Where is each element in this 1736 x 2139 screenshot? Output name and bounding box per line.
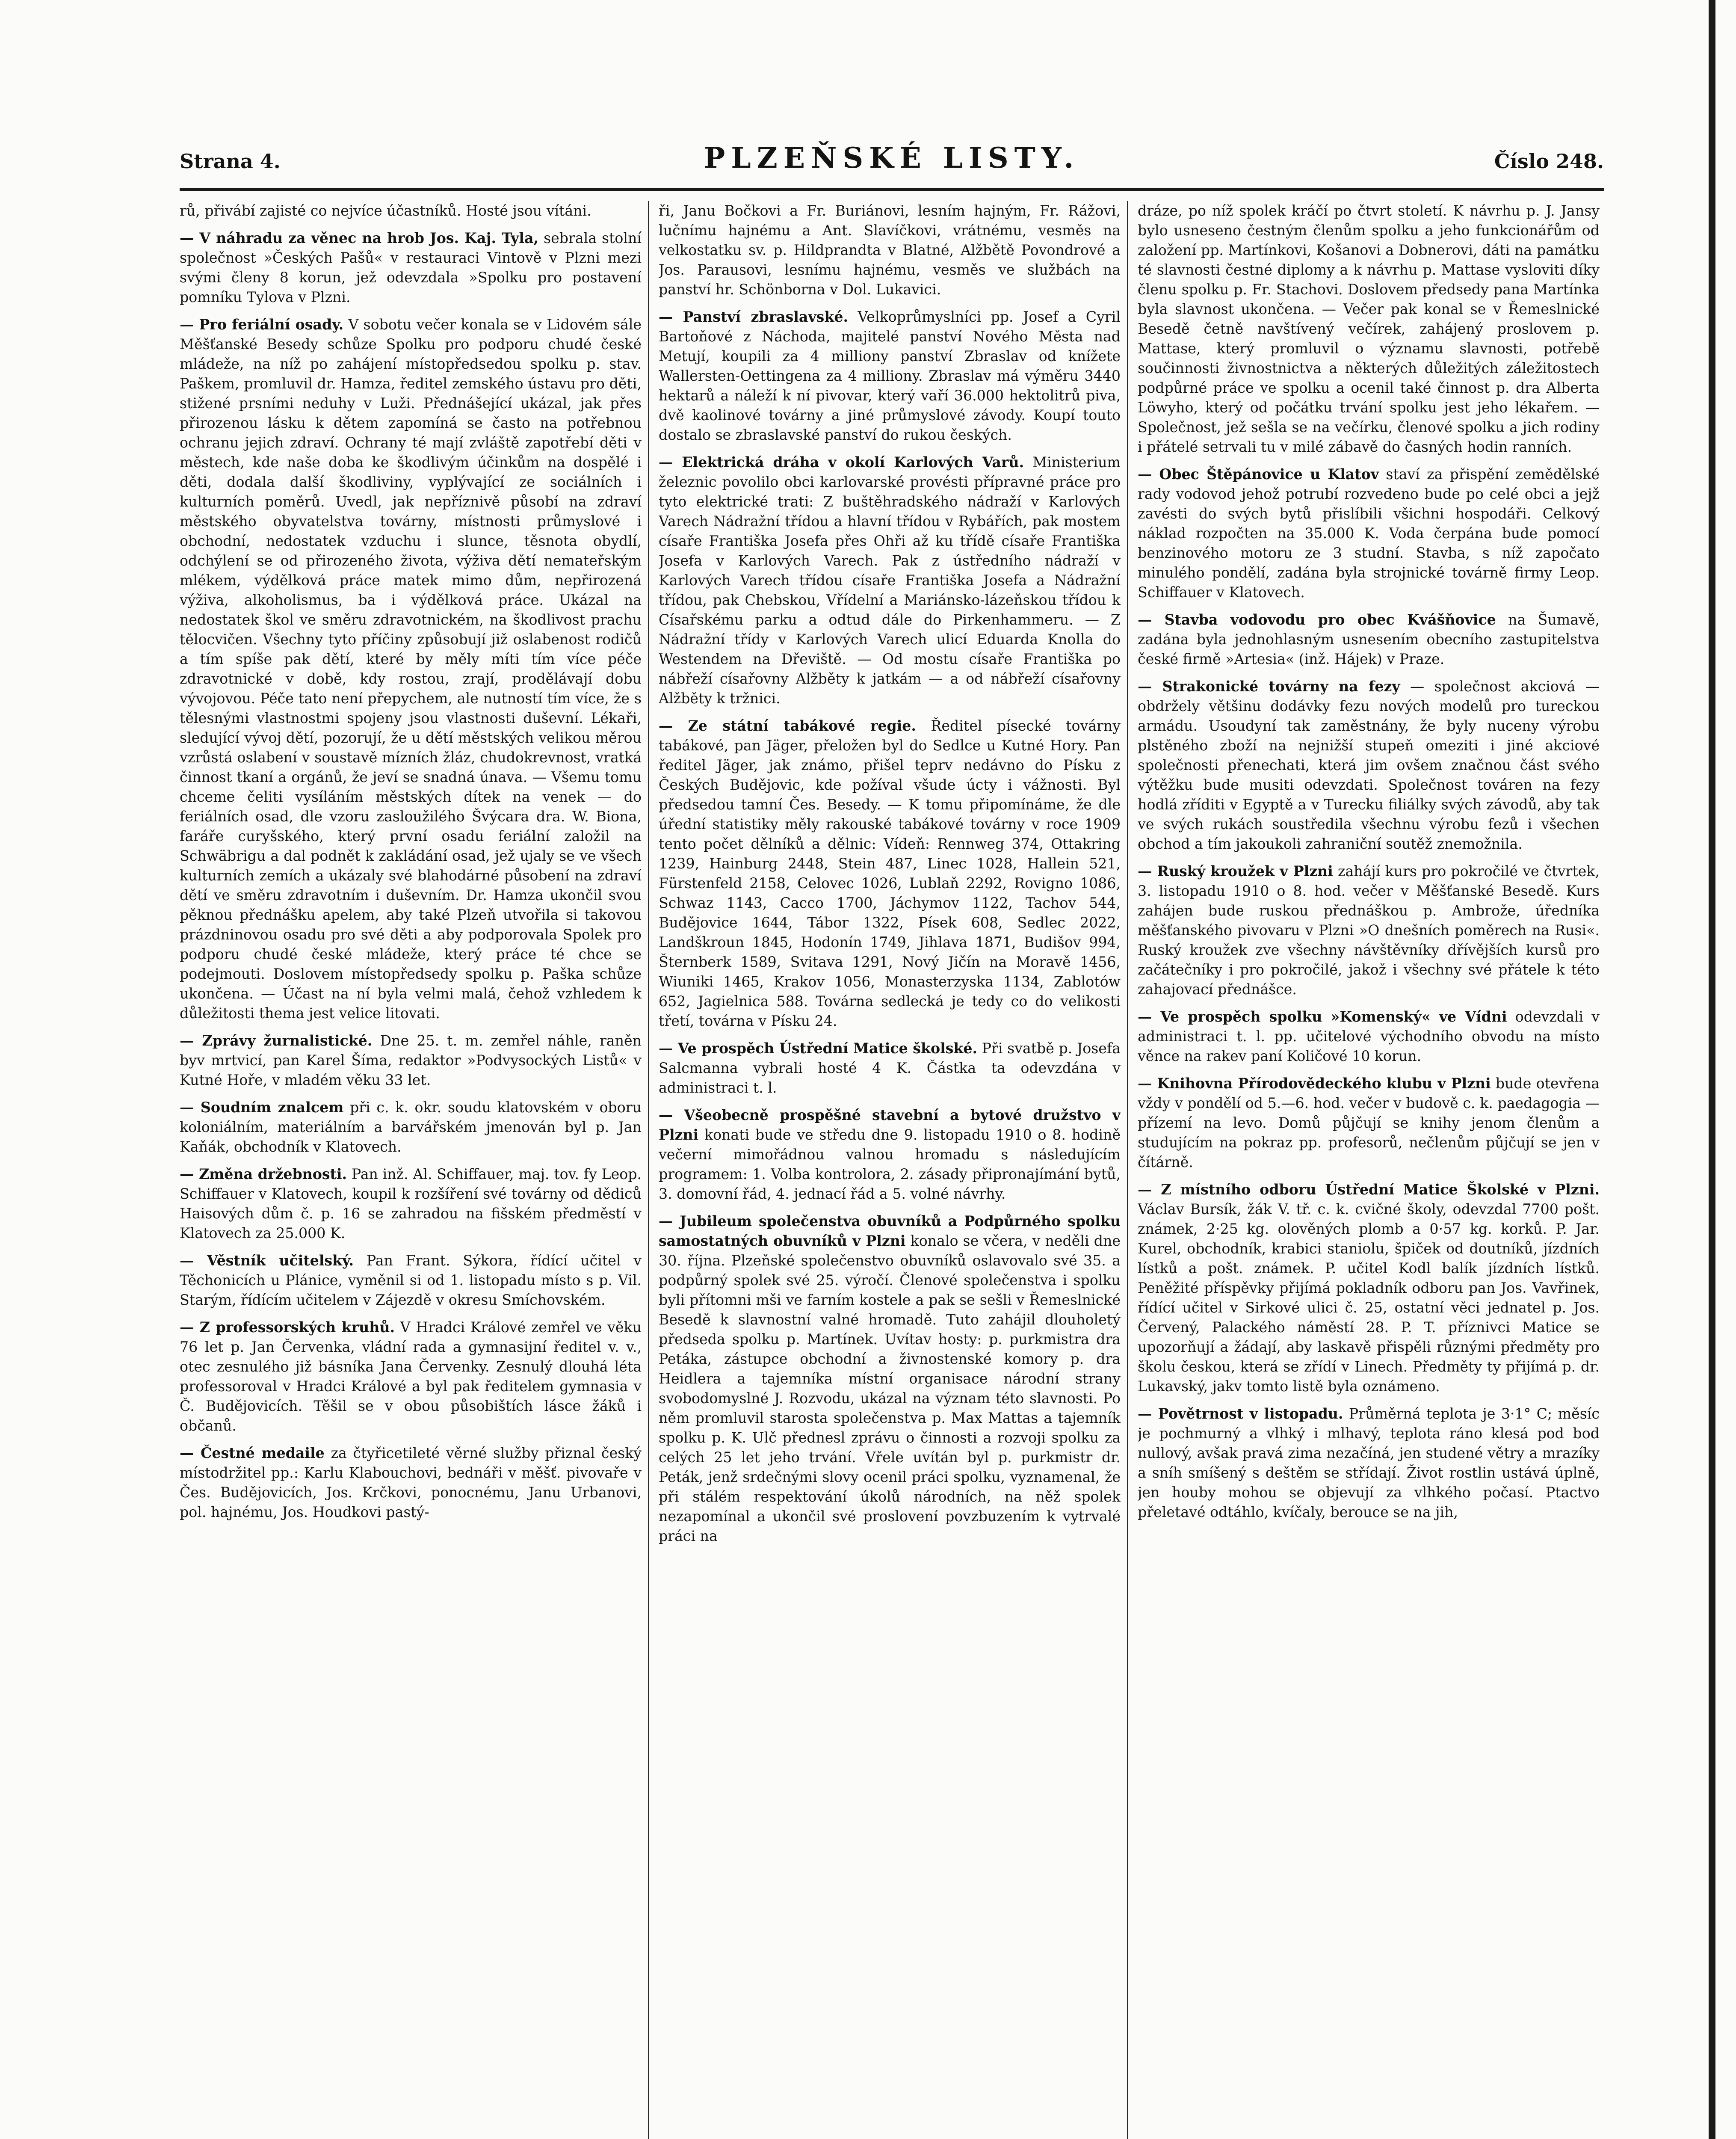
article-paragraph <box>1138 610 1600 669</box>
article-heading: — V náhradu za věnec na hrob Jos. Kaj. Tyla, <box>180 230 539 246</box>
article-text: Ministerium železnic povolilo obci karlovarské provésti přípravné práce pro tyto elektrické trati: Z buštěhradského nádraží v Karlových Varech Nádražní třídou a hlavní třídou v Rybářích, pak mostem císaře Františka Josefa přes Ohři až ku třídě císaře Františka Josefa v Karlových Varech. Pak z ústředního nádraží v Karlových Varech třídou císaře Františka Josefa a Nádražní třídou, pak Chebskou, Vřídelní a Mariánsko-lázeňskou třídou k Císařskému parku a odtud dále do Pirkenhammeru. — Z Nádražní třídy v Karlových Varech ulicí Eduarda Knolla do Westendem na Dřeviště. — Od mostu císaře Františka po nábřeží císařovny Alžběty k jatkám — a od nábřeží císařovny Alžběty k tržnici. <box>659 454 1121 707</box>
article-paragraph <box>659 453 1121 708</box>
article-heading: — Knihovna Přírodovědeckého klubu v Plzni <box>1138 1075 1491 1092</box>
article-paragraph <box>1138 862 1600 999</box>
article-paragraph <box>1138 1074 1600 1172</box>
article-heading: — Ve prospěch spolku »Komenský« ve Vídni <box>1138 1008 1507 1025</box>
column-2 <box>659 201 1121 2139</box>
article-text: ři, Janu Bočkovi a Fr. Buriánovi, lesním hajným, Fr. Rážovi, lučnímu hajnému a Ant. Slavíčkovi, vrátnému, vesměs na velkostatku sv. p. Hildprandta v Blatné, Alžbětě Povondrové a Jos. Parausovi, lesnímu hajnému, vesměs ve službách na panství hr. Schönborna v Dol. Lukavici. <box>659 202 1121 298</box>
article-text: Ředitel písecké továrny tabákové, pan Jäger, přeložen byl do Sedlce u Kutné Hory. Pan ředitel Jäger, jak známo, přišel teprv nedávno do Písku z Českých Budějovic, kde požíval všude úcty i vážnosti. Byl předsedou tamní Čes. Besedy. — K tomu připomínáme, že dle úřední statistiky měly rakouské tabákové továrny v roce 1909 tento počet dělníků a dělnic: Vídeň: Rennweg 374, Ottakring 1239, Hainburg 2448, Stein 487, Linec 1028, Hallein 521, Fürstenfeld 2158, Celovec 1026, Lublaň 2292, Rovigno 1086, Schwaz 1143, Cacco 1700, Jáchymov 1122, Tachov 544, Budějovice 1644, Tábor 1322, Písek 608, Sedlec 2022, Landškroun 1845, Hodonín 1749, Jihlava 1871, Budišov 994, Šternberk 1589, Svitava 1291, Nový Jičín na Moravě 1456, Wiuniki 1465, Krakov 1056, Monasterzyska 1134, Zablotów 652, Jagielnica 588. Továrna sedlecká je tedy co do velikosti třetí, továrna v Písku 24. <box>659 717 1121 1029</box>
column-divider <box>648 201 649 2139</box>
article-heading: — Ruský kroužek v Plzni <box>1138 863 1333 880</box>
issue-number: Číslo 248. <box>1494 150 1604 173</box>
article-heading: — Povětrnost v listopadu. <box>1138 1405 1343 1422</box>
article-paragraph <box>180 1031 642 1090</box>
article-text: staví za přispění zemědělské rady vodovod jehož potrubí rozvedeno bude po celé obci a jejž zavésti do svých bytů přislíbili všichni hospodáři. Celkový náklad rozpočten na 35.000 K. Voda čerpána bude pomocí benzinového motoru ze 3 studní. Stavba, s níž započato minulého pondělí, zadána byla strojnické továrně firmy Leop. Schiffauer v Klatovech. <box>1138 466 1600 601</box>
article-text: V sobotu večer konala se v Lidovém sále Měšťanské Besedy schůze Spolku pro podporu chudé české mládeže, na níž po zahájení místopředsedou spolku p. stav. Paškem, promluvil dr. Hamza, ředitel zemského ústavu pro děti, stižené prsními neduhy v Luži. Přednášející ukázal, jak přes přirozenou lásku k dětem zapomíná se často na potřebnou ochranu jejich zdraví. Ochrany té mají zvláště zapotřebí děti v městech, kde naše doba ke škodlivým účinkům na dospělé i děti, dodala další škodliviny, vyplývající ze sociálních i kulturních poměrů. Uvedl, jak nepříznivě působí na zdraví městského obyvatelstva továrny, místnosti průmyslové i obchodní, nedostatek vzduchu i slunce, těsnota obydlí, odchýlení se od přirozeného života, výživa dětí nemateřským mlékem, výdělková práce matek mimo dům, nepřirozená výživa, alkoholismus, ba i výdělková práce. Ukázal na nedostatek škol ve směru zdravotnickém, na škodlivost prachu tělocvičen. Všechny tyto příčiny způsobují již oslabenost rodičů a tím spíše pak dětí, které by měly míti tím více péče zdravotnické v době, kdy rostou, zrají, prodělávají dobu vývojovou. Péče tato není přepychem, ale nutností tím více, že s tělesnými vlastnostmi spojeny jsou vlastnosti duševní. Lékaři, sledující vývoj dětí, pozorují, že u dětí městských velikou měrou vzrůstá oslabení v soustavě mízních žláz, chudokrevnost, vratká činnost tkaní a orgánů, že jeví se snadná únava. — Všemu tomu chceme čeliti vysíláním městských dítek na venek — do feriálních osad, dle vzoru zasloužilého Švýcara dra. W. Biona, faráře curyšského, který první osadu feriální založil na Schwäbrigu a dal podnět k zakládání osad, jež ujaly se ve všech kulturních zemích a ukázaly své blahodárné působení na zdraví dětí ve směru zdravotním i duševním. Dr. Hamza ukončil svou pěknou přednášku apelem, aby také Plzeň utvořila si takovou prázdninovou osadu pro své děti a aby podporovala Spolek pro podporu chudé české mládeže, který práce té chce se podejmouti. Doslovem místopředsedy spolku p. Paška schůze ukončena. — Účast na ní byla velmi malá, čehož vzhledem k důležitosti thema jest velice litovati. <box>180 316 642 1022</box>
article-paragraph <box>659 1105 1121 1204</box>
article-paragraph <box>659 1039 1121 1098</box>
article-heading: — Z professorských kruhů. <box>180 1319 395 1336</box>
article-heading: — Pro feriální osady. <box>180 316 344 333</box>
article-heading: — Ze státní tabákové regie. <box>659 717 916 734</box>
article-heading: — Elektrická dráha v okolí Karlových Varů. <box>659 454 1024 471</box>
article-paragraph <box>1138 677 1600 854</box>
article-text: Velkoprůmyslníci pp. Josef a Cyril Bartoňové z Náchoda, majitelé panství Nového Města nad Metují, koupili za 4 milliony panství Zbraslav od knížete Wallersten-Oettingena za 4 milliony. Zbraslav má výměru 3440 hektarů a náleží k ní pivovar, který vaří 36.000 hektolitrů piva, dvě kaolinové továrny a jiné průmyslové závody. Koupí touto dostalo se zbraslavské panství do rukou českých. <box>659 308 1121 443</box>
article-paragraph <box>180 1098 642 1157</box>
article-text: Pan inž. Al. Schiffauer, maj. tov. fy Leop. Schiffauer v Klatovech, koupil k rozšíření své továrny od dědiců Haisových dům č. p. 16 se zahradou na fišském předměstí v Klatovech za 25.000 K. <box>180 1166 642 1241</box>
article-paragraph <box>1138 1007 1600 1066</box>
header-rule <box>180 188 1604 191</box>
article-paragraph <box>659 1212 1121 1546</box>
article-text: dráze, po níž spolek kráčí po čtvrt století. K návrhu p. J. Jansy bylo usneseno čestným členům spolku a jeho funkcionářům od založení pp. Martínkovi, Košanovi a Dobnerovi, dáti na památku té slavnosti čestné diplomy a k návrhu p. Mattase vysloviti díky členu spolku p. Fr. Stachovi. Doslovem předsedy pana Martínka byla slavnost ukončena. — Večer pak konal se v Řemeslnické Besedě četně navštívený večírek, zahájený proslovem p. Mattase, který promluvil o významu slavnosti, potřebě součinnosti živnostnictva a některých důležitých záležitostech podpůrné práce ve spolku a ocenil také činnost p. dra Alberta Löwyho, který od počátku trvání spolku jest jeho lékařem. — Společnost, jež sešla se na večírku, členové spolku a jich rodiny i přátelé setrvali tu v milé zábavě do časných hodin ranních. <box>1138 202 1600 455</box>
article-heading: — Panství zbraslavské. <box>659 308 849 325</box>
article-text: sebrala stolní společnost »Českých Pašů« v restauraci Vintově v Plzni mezi svými členy 8 korun, jež odevzdala »Spolku pro postavení pomníku Tylova v Plzni. <box>180 230 642 305</box>
article-paragraph <box>1138 465 1600 602</box>
article-text: — společnost akciová — obdržely většinu dodávky fezu nových modelů pro tureckou armádu. Usoudyní tak zaměstnány, že byly nuceny výrobu plstěného zboží na nejnižší stupeň omeziti i jiné akciové společnosti přenechati, která jim ovšem značnou část svého výtěžku bude musiti odevzdati. Společnost továren na fezy hodlá zříditi v Egyptě a v Turecku filiálky svých závodů, aby tak ve svých rukách soustředila všechnu výrobu fezů i všechen obchod a tím jakoukoli zahraniční soutěž znemožnila. <box>1138 678 1600 852</box>
article-text: V Hradci Králové zemřel ve věku 76 let p. Jan Červenka, vládní rada a gymnasijní ředitel v. v., otec zesnulého již básníka Jana Červenky. Zesnulý dlouhá léta professoroval v Hradci Králové a byl pak ředitelem gymnasia v Č. Budějovicích. Těšil se v obou působištích lásce žáků i občanů. <box>180 1319 642 1434</box>
article-heading: — Stavba vodovodu pro obec Kvášňovice <box>1138 611 1496 628</box>
masthead-title: PLZEŇSKÉ LISTY. <box>704 141 1080 175</box>
article-heading: — Změna držebnosti. <box>180 1166 347 1182</box>
article-paragraph <box>1138 1180 1600 1396</box>
article-text: bude otevřena vždy v pondělí od 5.—6. hod. večer v budově c. k. paedagogia — přízemí na levo. Domů půjčují se knihy jenom členům a studujícím na pokraz pp. profesorů, nečlenům půjčují se jen v čítárně. <box>1138 1075 1600 1170</box>
article-text: na Šumavě, zadána byla jednohlasným usnesením obecního zastupitelstva české firmě »Artesia« (inž. Hájek) v Praze. <box>1138 611 1600 667</box>
article-text: Pan Frant. Sýkora, řídící učitel v Těchonicích u Plánice, vyměnil si od 1. listopadu místo s p. Vil. Starým, řídícím učitelem v Zájezdě v okresu Smíchovském. <box>180 1252 642 1308</box>
article-paragraph <box>180 1318 642 1436</box>
article-paragraph <box>180 1251 642 1310</box>
page-header <box>180 141 1604 188</box>
article-paragraph <box>180 228 642 307</box>
article-heading: — Jubileum společenstva obuvníků a Podpůrného spolku samostatných obuvníků v Plzni <box>659 1213 1121 1249</box>
article-heading: — Zprávy žurnalistické. <box>180 1032 373 1049</box>
article-text: konati bude ve středu dne 9. listopadu 1910 o 8. hodině večerní mimořádnou valnou hromadu s následujícím programem: 1. Volba kontrolora, 2. zásady připronajímání bytů, 3. domovní řád, 4. jednací řád a 5. volné návrhy. <box>659 1126 1121 1202</box>
article-text: při c. k. okr. soudu klatovském v oboru koloniálním, materiálním a barvářském jmenován byl p. Jan Kaňák, obchodník v Klatovech. <box>180 1099 642 1155</box>
page-edge-bar <box>1709 0 1715 2139</box>
column-3 <box>1138 201 1600 2139</box>
article-paragraph <box>1138 201 1600 457</box>
article-heading: — Z místního odboru Ústřední Matice Školské v Plzni. <box>1138 1181 1600 1198</box>
article-text: Při svatbě p. Josefa Salcmanna vybrali hosté 4 K. Částka ta odevzdána v administraci t. l. <box>659 1040 1121 1096</box>
article-paragraph <box>180 1443 642 1522</box>
column-1 <box>180 201 642 2139</box>
article-text: Václav Bursík, žák V. tř. c. k. cvičné školy, odevzdal 7700 pošt. známek, 2·25 kg. olověných plomb a 0·57 kg. korků. P. Jar. Kurel, obchodník, krabici staniolu, špiček od doutníků, jízdních lístků a pošt. známek. P. učitel Kodl balík jízdních lístků. Peněžité příspěvky přijímá pokladník odboru pan Jos. Vavřinek, řídící učitel v Sirkové ulici č. 25, ostatní věci jednatel p. Jos. Červený, Palackého náměstí 28. P. T. příznivci Matice se upozorňují a žádají, aby laskavě přispěli různými předměty pro školu českou, která se zřídí v Linech. Předměty ty přijímá p. dr. Lukavský, jakv tomto listě byla oznámeno. <box>1138 1201 1600 1395</box>
article-paragraph <box>1138 1404 1600 1522</box>
article-heading: — Čestné medaile <box>180 1445 325 1461</box>
article-text: odevzdali v administraci t. l. pp. učitelové východního obvodu na místo věnce na rakev paní Količové 10 korun. <box>1138 1008 1600 1064</box>
article-paragraph <box>659 201 1121 299</box>
article-text: za čtyřicetileté věrné služby přiznal český místodržitel pp.: Karlu Klabouchovi, bednáři v měšť. pivovaře v Čes. Budějovicích, Jos. Krčkovi, ponocnému, Janu Urbanovi, pol. hajnému, Jos. Houdkovi pastý- <box>180 1445 642 1520</box>
article-text: konalo se včera, v neděli dne 30. října. Plzeňské společenstvo obuvníků oslavovalo své 35. a podpůrný spolek své 25. výročí. Členové společenstva i spolku byli přítomni mši ve farním kostele a pak se sešli v Řemeslnické Besedě k slavnostní valné hromadě. Tuto zahájil dlouholetý předseda spolku p. Martínek. Uvítav hosty: p. purkmistra dra Petáka, zástupce obchodní a živnostenské komory p. dra Heidlera a tajemníka místní organisace národní strany svobodomyslné J. Rozvodu, ukázal na význam této slavnosti. Po něm promluvil starosta společenstva p. Max Mattas a tajemník spolku p. K. Ulč přednesl zprávu o činnosti a rozvoji spolku za celých 25 let jeho trvání. Vřele uvítán byl p. purkmistr dr. Peták, jenž srdečnými slovy ocenil práci spolku, vyznamenal, že při stálém respektování úkolů národních, na něž spolek nezapomínal a ukončil své proslovení povzbuzením k vytrvalé práci na <box>659 1232 1121 1544</box>
article-paragraph <box>659 716 1121 1031</box>
article-heading: — Obec Štěpánovice u Klatov <box>1138 466 1379 483</box>
article-heading: — Všeobecně prospěšné stavební a bytové družstvo v Plzni <box>659 1107 1121 1143</box>
article-heading: — Věstník učitelský. <box>180 1252 354 1269</box>
article-paragraph <box>659 307 1121 445</box>
article-paragraph <box>180 1164 642 1243</box>
article-heading: — Strakonické továrny na fezy <box>1138 678 1400 695</box>
column-divider <box>1127 201 1128 2139</box>
article-text: zahájí kurs pro pokročilé ve čtvrtek, 3. listopadu 1910 o 8. hod. večer v Měšťanské Besedě. Kurs zahájen bude ruskou přednáškou p. Ambrože, úředníka měšťanského pivovaru v Plzni »O dnešních poměrech na Rusi«. Ruský kroužek zve všechny návštěvníky dřívějších kursů pro začátečníky i pro pokročilé, jakož i všechny své přátele k této zahajovací přednášce. <box>1138 863 1600 998</box>
page-number: Strana 4. <box>180 150 281 173</box>
article-heading: — Soudním znalcem <box>180 1099 344 1116</box>
article-heading: — Ve prospěch Ústřední Matice školské. <box>659 1040 978 1057</box>
article-text: Průměrná teplota je 3·1° C; měsíc je pochmurný a vlhký i mlhavý, teplota ráno klesá pod bod nullový, avšak pravá zima nezačíná, jen studené větry a mrazíky a sníh smíšený s deštěm se střídají. Život rostlin ustává úplně, jen houby mohou se objevují za vlhkého počasí. Ptactvo přeletavé odtáhlo, kvíčaly, berouce se na jih, <box>1138 1405 1600 1520</box>
article-paragraph <box>180 201 642 221</box>
article-paragraph <box>180 315 642 1023</box>
article-text: rů, přivábí zajisté co nejvíce účastníků. Hosté jsou vítáni. <box>180 202 591 219</box>
article-text: Dne 25. t. m. zemřel náhle, raněn byv mrtvicí, pan Karel Šíma, redaktor »Podvysockých Listů« v Kutné Hoře, v mladém věku 33 let. <box>180 1032 642 1088</box>
